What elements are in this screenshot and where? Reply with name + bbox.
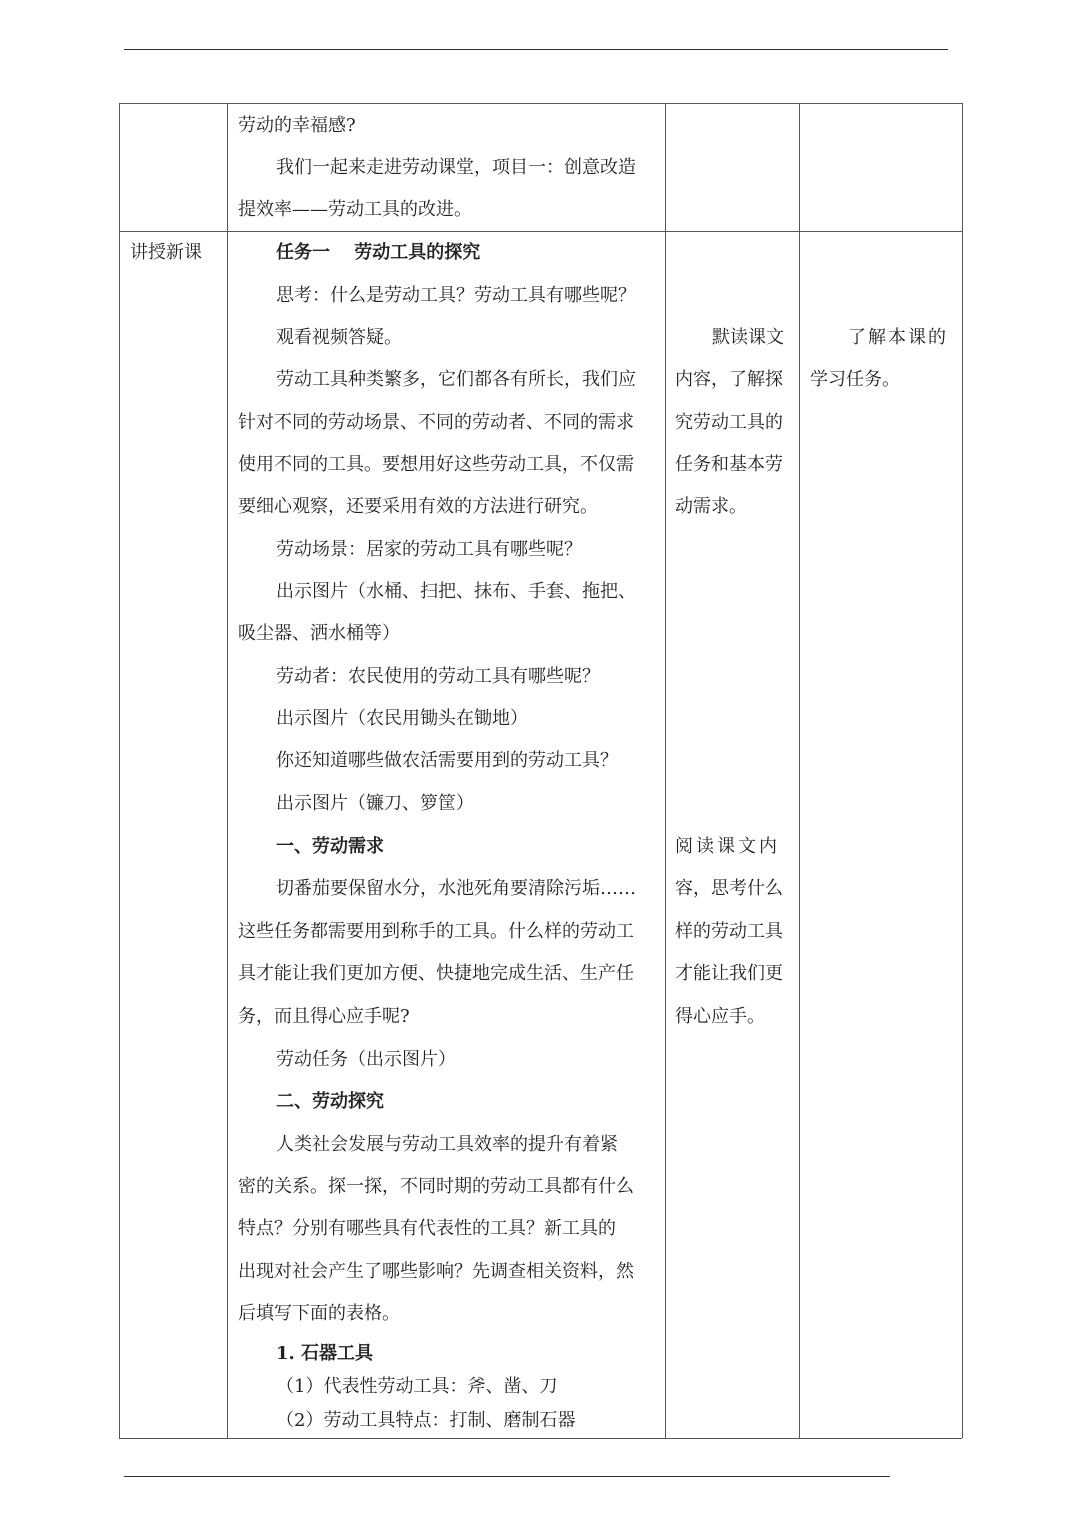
header-rule [124,49,948,50]
table-border-top [119,103,962,104]
content-line: 出示图片（水桶、扫把、抹布、手套、拖把、 [276,581,636,602]
content-line: 劳动场景：居家的劳动工具有哪些呢？ [276,539,582,560]
row1-line-1: 劳动的幸福感? [238,115,356,136]
section1-line: 劳动任务（出示图片） [276,1049,456,1070]
student-activity-line: 动需求。 [675,496,747,517]
section1-line: 具才能让我们更加方便、快捷地完成生活、生产任 [238,963,634,984]
stone-tools-line: （1）代表性劳动工具：斧、凿、刀 [276,1376,558,1397]
section1-line: 这些任务都需要用到称手的工具。什么样的劳动工 [238,921,634,942]
table-border-right [962,103,963,1438]
student-activity-line: 阅读课文内 [675,836,780,857]
student-activity-line: 得心应手。 [675,1006,765,1027]
content-line: 你还知道哪些做农活需要用到的劳动工具？ [276,750,618,771]
column-divider-1 [227,103,228,1438]
section2-line: 后填写下面的表格。 [238,1303,400,1324]
student-activity-line: 才能让我们更 [675,963,783,984]
content-line: 使用不同的工具。要想用好这些劳动工具，不仅需 [238,454,634,475]
content-line: 出示图片（镰刀、箩筐） [276,793,474,814]
content-line: 出示图片（农民用锄头在锄地） [276,708,528,729]
content-line: 劳动者：农民使用的劳动工具有哪些呢？ [276,666,600,687]
student-activity-line: 内容，了解探 [675,369,783,390]
section2-line: 特点？分别有哪些具有代表性的工具？新工具的 [238,1218,616,1239]
design-intent-line: 了解本课的 [848,327,948,348]
content-line: 针对不同的劳动场景、不同的劳动者、不同的需求 [238,412,634,433]
section2-line: 出现对社会产生了哪些影响？先调查相关资料，然 [238,1261,634,1282]
footer-rule [124,1476,890,1477]
row1-line-3: 提效率——劳动工具的改进。 [238,199,472,220]
section2-line: 密的关系。探一探，不同时期的劳动工具都有什么 [238,1176,634,1197]
stone-tools-title: 1. 石器工具 [276,1343,374,1364]
section2-title: 二、劳动探究 [276,1091,384,1112]
task-title: 任务一 劳动工具的探究 [276,242,481,263]
row1-line-2: 我们一起来走进劳动课堂，项目一：创意改造 [276,157,636,178]
section1-line: 切番茄要保留水分，水池死角要清除污垢…… [276,878,636,899]
column-divider-3 [799,103,800,1438]
content-line: 思考：什么是劳动工具？劳动工具有哪些呢？ [276,285,636,306]
stage-label: 讲授新课 [130,242,202,263]
stone-tools-line: （2）劳动工具特点：打制、磨制石器 [276,1410,576,1431]
table-border-bottom [119,1438,962,1439]
section1-line: 务，而且得心应手呢? [238,1006,410,1027]
content-line: 劳动工具种类繁多，它们都各有所长，我们应 [276,369,636,390]
student-activity-line: 任务和基本劳 [675,454,783,475]
section2-line: 人类社会发展与劳动工具效率的提升有着紧 [276,1134,618,1155]
content-line: 吸尘器、洒水桶等） [238,623,400,644]
content-line: 要细心观察，还要采用有效的方法进行研究。 [238,496,598,517]
column-divider-2 [665,103,666,1438]
design-intent-line: 学习任务。 [810,369,900,390]
student-activity-line: 究劳动工具的 [675,412,783,433]
content-line: 观看视频答疑。 [276,327,402,348]
section1-title: 一、劳动需求 [276,836,384,857]
student-activity-line: 默读课文 [712,327,784,348]
table-border-left [119,103,120,1438]
student-activity-line: 容，思考什么 [675,878,783,899]
student-activity-line: 样的劳动工具 [675,921,783,942]
